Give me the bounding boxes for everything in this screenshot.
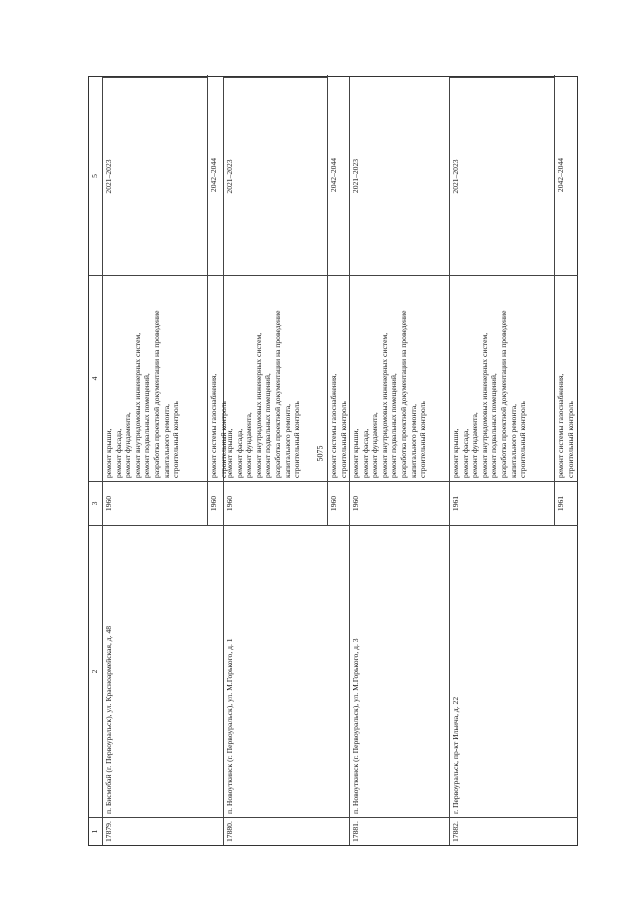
- year-cell: 1960: [103, 481, 207, 525]
- address-cell: г. Первоуральск, пр-кт Ильича, д. 22: [450, 525, 578, 817]
- works-cell: ремонт системы газоснабжения, строительный контроль: [328, 275, 350, 481]
- year-cell: 1960: [328, 481, 350, 525]
- year-cell: 1961: [450, 481, 554, 525]
- row-number: 17880.: [224, 817, 349, 845]
- address-cell: п. Новоуткинск (г. Первоуральск), ул. М.Горького, д. 1: [224, 525, 349, 817]
- repair-schedule-table: [88, 76, 578, 846]
- sub-row: [554, 75, 578, 525]
- period-cell: 2042–2044: [209, 157, 218, 193]
- header-col-3: 3: [89, 481, 102, 525]
- sub-row: [327, 75, 350, 525]
- page-number-text: 5075: [315, 445, 325, 461]
- period-cell: 2021–2023: [224, 77, 327, 275]
- period-cell: 2042–2044: [556, 157, 565, 193]
- works-cell: ремонт крыши, ремонт фасада, ремонт фундамента, ремонт внутридомовых инженерных систем, ремонт подвальных помещений, разработка проектной документации на проведение капитального ремонта, строительный контроль: [103, 275, 207, 481]
- works-cell: ремонт крыши, ремонт фасада, ремонт фундамента, ремонт внутридомовых инженерных систем, ремонт подвальных помещений, разработка проектной документации на проведение капитального ремонта, строительный контроль: [450, 275, 554, 481]
- table-group-row: [350, 77, 450, 845]
- table-group-row: [450, 77, 578, 845]
- period-cell: 2021–2023: [351, 158, 360, 194]
- works-cell: ремонт системы газоснабжения, строительный контроль: [208, 275, 224, 481]
- address-cell: п. Бисмобай (г. Первоуральск), ул. Красноармейская, д. 48: [103, 525, 223, 817]
- table-group-row: [103, 77, 228, 845]
- period-cell: 2021–2023: [103, 77, 207, 275]
- year-cell: 1960: [224, 481, 327, 525]
- table-group-row: [224, 77, 350, 845]
- works-cell: ремонт системы газоснабжения, строительный контроль: [555, 275, 578, 481]
- works-cell: ремонт крыши, ремонт фасада, ремонт фундамента, ремонт внутридомовых инженерных систем, ремонт подвальных помещений, разработка проектной документации на проведение капитального ремонта, строительный контроль: [224, 275, 327, 481]
- works-cell: ремонт крыши, ремонт фасада, ремонт фундамента, ремонт внутридомовых инженерных систем, ремонт подвальных помещений, разработка проектной документации на проведение капитального ремонта, строительный контроль: [350, 275, 449, 481]
- row-number: 17879.: [103, 817, 223, 845]
- document-table-area: [88, 76, 578, 846]
- row-number: 17882.: [450, 817, 578, 845]
- header-col-1: 1: [89, 817, 102, 845]
- period-cell: 2042–2044: [329, 157, 338, 193]
- year-cell: 1960: [208, 481, 224, 525]
- year-cell: 1961: [555, 481, 578, 525]
- header-col-4: 4: [89, 275, 102, 481]
- header-col-2: 2: [89, 525, 102, 817]
- sub-row: [207, 75, 228, 525]
- row-number: 17881.: [350, 817, 449, 845]
- period-cell: 2021–2023: [450, 77, 554, 275]
- header-col-5: 5: [90, 174, 99, 178]
- address-cell: п. Новоуткинск (г. Первоуральск), ул. М.Горького, д. 3: [350, 525, 449, 817]
- year-cell: 1960: [350, 481, 449, 525]
- table-header-row: [89, 77, 103, 845]
